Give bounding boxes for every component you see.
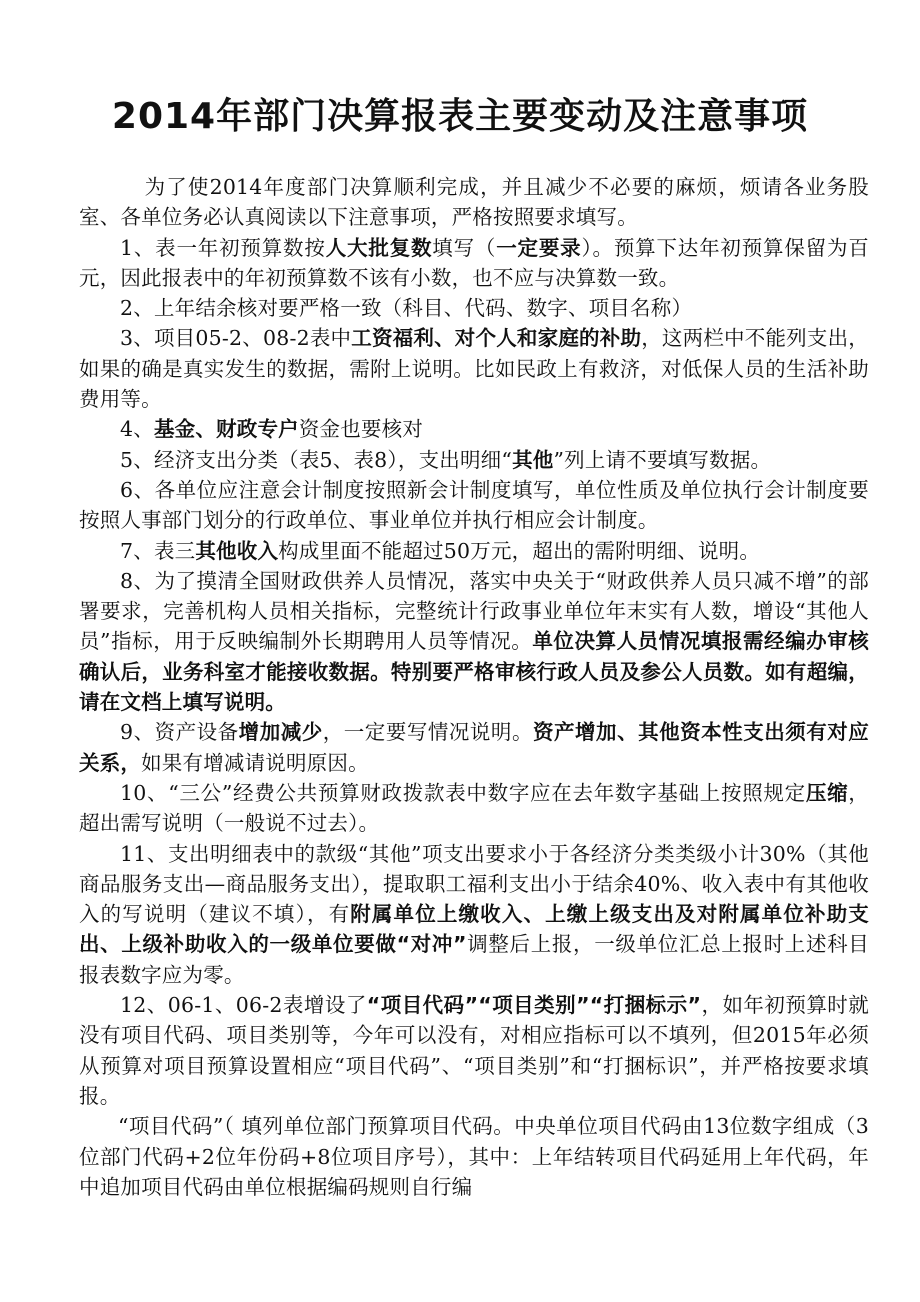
emphasis-text: 一定要录 [496, 235, 582, 260]
emphasis-text: 其他收入 [195, 538, 279, 563]
paragraph-4 [79, 323, 869, 414]
document-body [79, 172, 869, 1202]
body-text: 9、资产设备 [120, 720, 239, 745]
document-title: 2014年部门决算报表主要变动及注意事项 [111, 96, 809, 137]
body-text: ，如年初预算时就没有项目代码、项目类别等，今年可以没有，对相应指标可以不填列，但2015年必须从预算对项目预算设置相应“项目代码”、“项目类别”和“打捆标识”，并严格按要求填报。 [79, 993, 869, 1108]
paragraph-5 [79, 414, 869, 444]
emphasis-text: “项目代码”“项目类别”“打捆标示” [366, 993, 702, 1018]
body-text: 资金也要核对 [298, 417, 424, 442]
body-text: ”列上请不要填写数据。 [553, 447, 772, 472]
paragraph-14 [79, 1111, 869, 1202]
emphasis-text: 增加减少 [238, 720, 323, 745]
paragraph-6 [79, 445, 869, 475]
paragraph-9 [79, 566, 869, 717]
paragraph-1 [79, 172, 869, 233]
emphasis-text: 资产增加、其他资本性支出须有对应关系， [79, 720, 869, 775]
body-text: 11、支出明细表中的款级“其他”项支出要求小于各经济分类类级小计30%（其他商品服务支出—商品服务支出），提取职工福利支出小于结余40%、收入表中有其他收入的写说明（建议不填），有 [79, 841, 869, 927]
body-text: 2、上年结余核对要严格一致（科目、代码、数字、项目名称） [120, 296, 693, 321]
body-text: 12、06-1、06-2表增设了 [120, 993, 367, 1018]
body-text: ，一定要写情况说明。 [322, 720, 533, 745]
emphasis-text: 基金、财政专户 [153, 417, 299, 442]
body-text: 构成里面不能超过50万元，超出的需附明细、说明。 [278, 538, 761, 563]
body-text: 1、表一年初预算数按 [120, 235, 326, 260]
body-text: ）。预算下达年初预算保留为百元，因此报表中的年初预算数不该有小数，也不应与决算数一致。 [79, 235, 870, 290]
paragraph-8 [79, 536, 869, 566]
body-text: 为了使2014年度部门决算顺利完成，并且减少不必要的麻烦，烦请各业务股室、各单位务必认真阅读以下注意事项，严格按照要求填写。 [79, 175, 869, 230]
emphasis-text: 人大批复数 [325, 235, 433, 260]
paragraph-7 [79, 475, 869, 536]
body-text: 如果有增减请说明原因。 [141, 750, 369, 775]
paragraph-10 [79, 717, 869, 778]
body-text: 填写（ [432, 235, 497, 260]
body-text: 调整后上报，一级单位汇总上报时上述科目报表数字应为零。 [79, 932, 869, 987]
emphasis-text: 附属单位上缴收入、上缴上级支出及对附属单位补助支出、上级补助收入的一级单位要做“对冲” [79, 902, 869, 957]
body-text: 5、经济支出分类（表5、表8），支出明细“ [120, 447, 513, 472]
emphasis-text: 压缩 [805, 780, 849, 805]
emphasis-text: 单位决算人员情况填报需经编办审核确认后，业务科室才能接收数据。特别要严格审核行政人员及参公人员数。如有超编，请在文档上填写说明。 [79, 629, 869, 715]
body-text: 3、项目05-2、08-2表中 [120, 326, 352, 351]
paragraph-12 [79, 839, 869, 990]
body-text: ，超出需写说明（一般说不过去）。 [79, 780, 869, 836]
body-text: 10、“三公”经费公共预算财政拨款表中数字应在去年数字基础上按照规定 [120, 780, 806, 805]
emphasis-text: 其他 [512, 447, 554, 472]
body-text: ，这两栏中不能列支出，如果的确是真实发生的数据，需附上说明。比如民政上有救济，对低保人员的生活补助费用等。 [79, 326, 870, 412]
body-text: 7、表三 [120, 538, 196, 563]
paragraph-13 [79, 990, 869, 1111]
body-text: 6、各单位应注意会计制度按照新会计制度填写，单位性质及单位执行会计制度要按照人事部门划分的行政单位、事业单位并执行相应会计制度。 [79, 477, 869, 533]
body-text: 8、为了摸清全国财政供养人员情况，落实中央关于“财政供养人员只减不增”的部署要求，完善机构人员相关指标，完整统计行政事业单位年末实有人数，增设“其他人员”指标，用于反映编制外长期聘用人员等情况。 [79, 568, 869, 654]
paragraph-2 [79, 233, 869, 294]
body-text: “项目代码”（ 填列单位部门预算项目代码。中央单位项目代码由13位数字组成（3位部门代码+2位年份码+8位项目序号），其中：上年结转项目代码延用上年代码，年中追加项目代码由单位根据编码规则自行编 [79, 1114, 869, 1199]
paragraph-3 [79, 293, 869, 323]
body-text: 4、 [120, 417, 154, 442]
paragraph-11 [79, 778, 869, 839]
emphasis-text: 工资福利、对个人和家庭的补助 [351, 326, 642, 351]
